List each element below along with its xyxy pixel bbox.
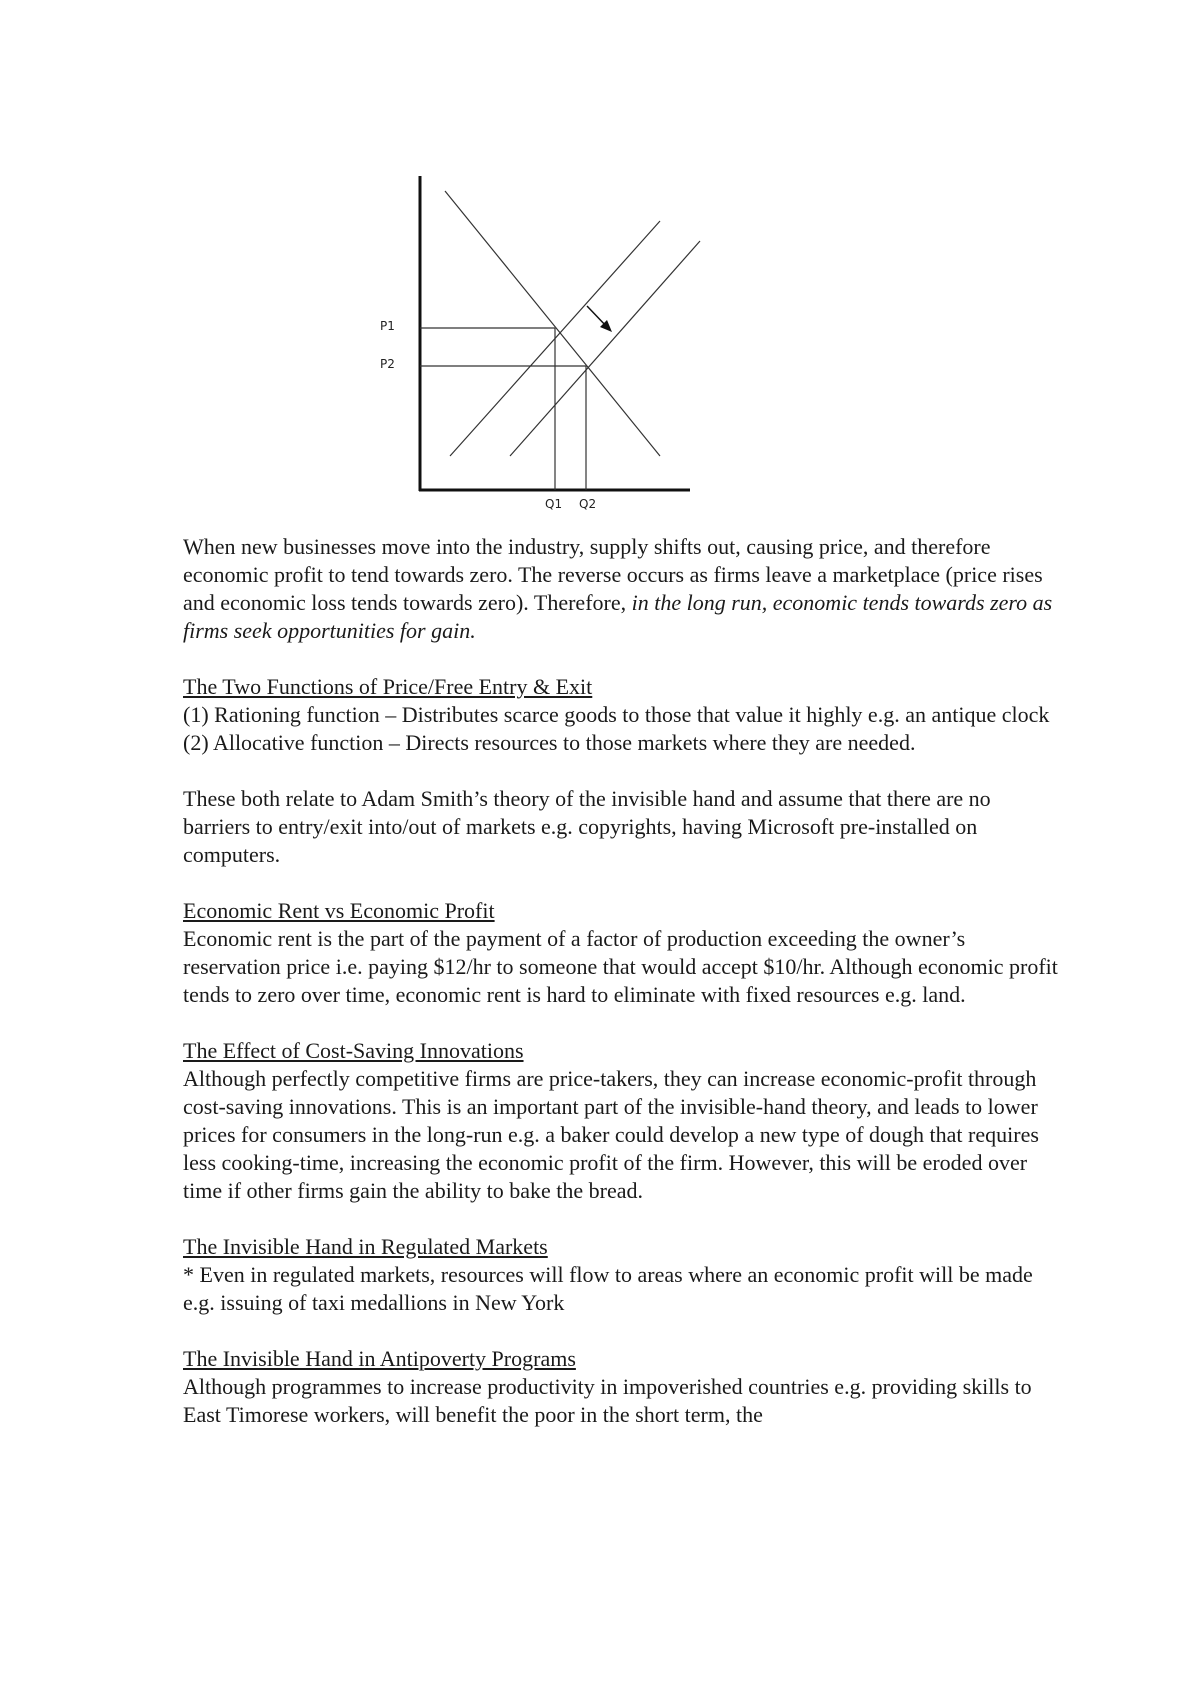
intro-paragraph — [183, 533, 1063, 645]
heading-price-functions: The Two Functions of Price/Free Entry & Exit — [183, 674, 593, 699]
heading-cost-saving: The Effect of Cost-Saving Innovations — [183, 1038, 524, 1063]
intro-text: When new businesses move into the industry, supply shifts out, causing price, and therefore economic profit to tend towards zero. The reverse occurs as firms leave a marketplace (price rises and economic loss tends towards zero). Therefore, — [183, 534, 1043, 615]
heading-antipoverty: The Invisible Hand in Antipoverty Programs — [183, 1346, 576, 1371]
q1-label: Q1 — [545, 497, 563, 511]
section-cost-saving — [183, 1037, 1063, 1205]
section-regulated-markets — [183, 1233, 1063, 1317]
intro-italic-text: in the long run, economic tends towards zero as firms seek opportunities for gain. — [183, 590, 1053, 643]
supply-demand-diagram — [380, 176, 710, 516]
q2-label: Q2 — [579, 497, 597, 511]
p2-label: P2 — [380, 357, 395, 371]
p1-label: P1 — [380, 319, 395, 333]
supply-curve-shifted — [510, 241, 700, 456]
heading-economic-rent: Economic Rent vs Economic Profit — [183, 898, 495, 923]
economic-rent-body: Economic rent is the part of the payment of a factor of production exceeding the owner’s reservation price i.e. paying $12/hr to someone that would accept $10/hr. Although economic profit tends to zero over time, economic rent is hard to eliminate with fixed resources e.g. land. — [183, 926, 1058, 1007]
cost-saving-body: Although perfectly competitive firms are price-takers, they can increase economic-profit through cost-saving innovations. This is an important part of the invisible-hand theory, and leads to lower prices for consumers in the long-run e.g. a baker could develop a new type of dough that requires less cooking-time, increasing the economic profit of the firm. However, this will be eroded over time if other firms gain the ability to bake the bread. — [183, 1066, 1039, 1203]
document-body — [183, 533, 1063, 1429]
section-economic-rent — [183, 897, 1063, 1009]
section-antipoverty — [183, 1345, 1063, 1429]
rationing-function-item: (1) Rationing function – Distributes scarce goods to those that value it highly e.g. an antique clock — [183, 702, 1050, 727]
adam-smith-paragraph: These both relate to Adam Smith’s theory of the invisible hand and assume that there are no barriers to entry/exit into/out of markets e.g. copyrights, having Microsoft pre-installed on computers. — [183, 786, 991, 867]
supply-demand-svg — [390, 176, 710, 516]
regulated-markets-body: * Even in regulated markets, resources will flow to areas where an economic profit will be made e.g. issuing of taxi medallions in New York — [183, 1262, 1033, 1315]
section-price-functions — [183, 673, 1063, 757]
antipoverty-body: Although programmes to increase productivity in impoverished countries e.g. providing skills to East Timorese workers, will benefit the poor in the short term, the — [183, 1374, 1032, 1427]
allocative-function-item: (2) Allocative function – Directs resources to those markets where they are needed. — [183, 730, 916, 755]
heading-regulated-markets: The Invisible Hand in Regulated Markets — [183, 1234, 548, 1259]
